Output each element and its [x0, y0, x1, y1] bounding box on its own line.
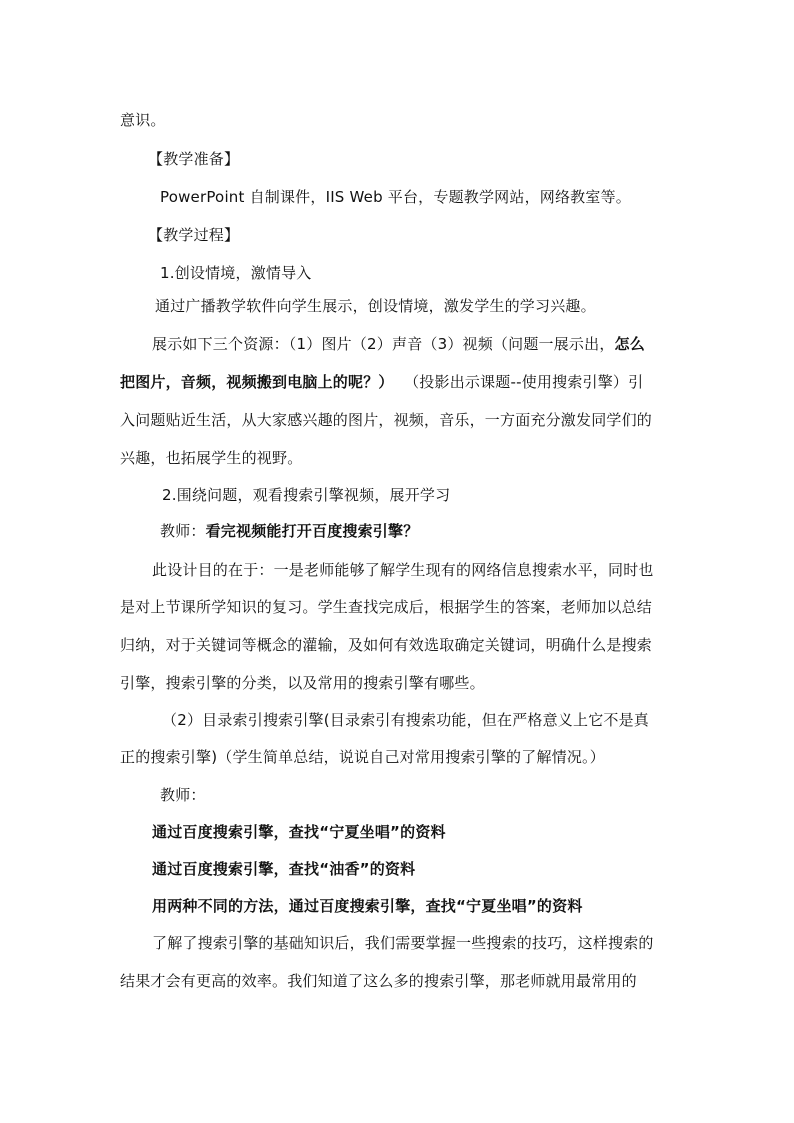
text-line: 入问题贴近生活，从大家感兴趣的图片，视频，音乐，一方面充分激发同学们的 [120, 411, 653, 429]
bold-text-span: 看完视频能打开百度搜索引擎？ [205, 522, 419, 540]
text-line: 归纳，对于关键词等概念的灌输，及如何有效选取确定关键词，明确什么是搜索 [120, 636, 653, 654]
text-line: 是对上节课所学知识的复习。学生查找完成后，根据学生的答案，老师加以总结 [120, 598, 653, 616]
task-item: 通过百度搜索引擎，查找“油香”的资料 [152, 860, 416, 878]
bold-text-span: 把图片，音频，视频搬到电脑上的呢？） [120, 373, 394, 391]
text-line [152, 334, 645, 354]
text-line [160, 521, 418, 541]
text-line: 通过广播教学软件向学生展示，创设情境，激发学生的学习兴趣。 [155, 297, 596, 315]
step-heading: 1.创设情境，激情导入 [160, 264, 312, 282]
text-span: （投影出示课题--使用搜索引擎）引 [411, 373, 644, 391]
step-heading: 2.围绕问题，观看搜索引擎视频，展开学习 [162, 486, 451, 504]
text-line: 兴趣，也拓展学生的视野。 [120, 449, 303, 467]
section-heading-preparation: 【教学准备】 [148, 150, 240, 168]
bold-text-span: 怎么 [614, 335, 645, 353]
text-line: 此设计目的在于：一是老师能够了解学生现有的网络信息搜索水平，同时也 [152, 561, 654, 579]
section-heading-process: 【教学过程】 [148, 226, 240, 244]
text-line: 了解了搜索引擎的基础知识后，我们需要掌握一些搜索的技巧，这样搜索的 [152, 934, 654, 952]
text-line: 正的搜索引擎)（学生简单总结，说说自己对常用搜索引擎的了解情况。） [120, 748, 605, 766]
text-line: 引擎，搜索引擎的分类，以及常用的搜索引擎有哪些。 [120, 674, 485, 692]
task-item: 通过百度搜索引擎，查找“宁夏坐唱”的资料 [152, 823, 446, 841]
text-line [120, 372, 643, 392]
text-span: 展示如下三个资源：（1）图片（2）声音（3）视频（问题一展示出， [152, 335, 615, 353]
text-line: 教师： [160, 786, 206, 804]
task-item: 用两种不同的方法，通过百度搜索引擎，查找“宁夏坐唱”的资料 [152, 897, 583, 915]
text-line: （2）目录索引搜索引擎(目录索引有搜索功能，但在严格意义上它不是真 [162, 711, 649, 729]
text-span: 教师： [160, 522, 206, 540]
text-line: 结果才会有更高的效率。我们知道了这么多的搜索引擎，那老师就用最常用的 [120, 972, 637, 990]
text-line: PowerPoint 自制课件，IIS Web 平台，专题教学网站，网络教室等。 [160, 188, 631, 206]
text-line: 意识。 [120, 111, 166, 129]
